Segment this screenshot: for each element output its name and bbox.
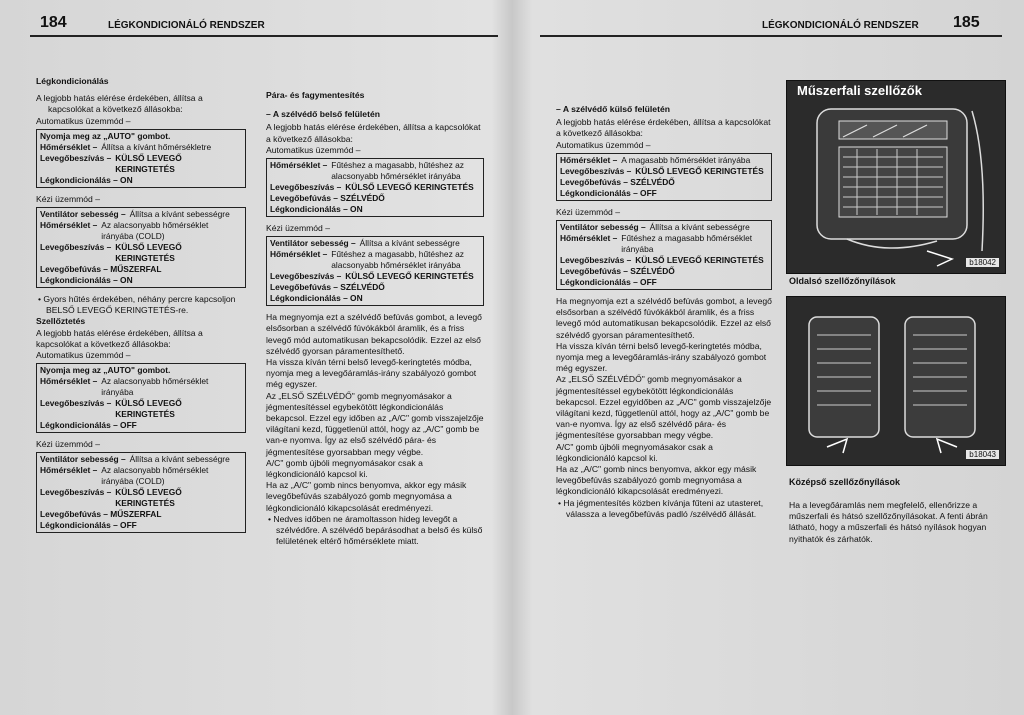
settings-box [266, 236, 484, 306]
box-key: Hőmérséklet – [270, 160, 328, 171]
box-key: Levegőbeszívás – [270, 271, 342, 282]
box-value: KÜLSŐ LEVEGŐ KERINGTETÉS [345, 182, 474, 193]
box-line: Légkondicionálás – OFF [40, 520, 137, 531]
left-header-rule [30, 35, 498, 37]
box-line: Levegőbefúvás – SZÉLVÉDŐ [560, 266, 675, 277]
figure-caption: Oldalsó szellőzőnyílások [789, 276, 896, 286]
column-4-text [789, 500, 1005, 545]
box-line: Légkondicionálás – OFF [40, 420, 137, 431]
right-page-number: 185 [953, 14, 980, 31]
paragraph: A/C" gomb újbóli megnyomásakor csak a légkondicionáló kapcsol ki. [266, 457, 423, 480]
box-key: Hőmérséklet – [560, 154, 618, 165]
box-line: Légkondicionálás – OFF [560, 277, 657, 288]
settings-box [556, 153, 772, 201]
left-running-title: LÉGKONDICIONÁLÓ RENDSZER [108, 20, 265, 31]
manual-mode-label: Kézi üzemmód – [556, 206, 621, 217]
box-value: Állítsa a kívánt sebességre [129, 209, 230, 220]
bullet-text: • Nedves időben ne áramoltasson hideg levegőt a szélvédőre. A szélvédő bepárásodhat a belső és külső felületének eltérő hőmérséklete miatt. [268, 513, 483, 547]
paragraph: Ha vissza kíván térni belső levegő-keringtetés módba, nyomja meg a levegőáramlás-irány szabályozó gombot még egyszer. [266, 357, 477, 390]
auto-mode-label: Automatikus üzemmód – [266, 144, 361, 155]
box-line: Légkondicionálás – ON [40, 174, 133, 185]
box-value: Az alacsonyabb hőmérséklet irányába [101, 376, 209, 398]
section-title: Légkondicionálás [36, 76, 109, 86]
paragraph: Ha megnyomja ezt a szélvédő befúvás gombot, a levegő elsősorban a szélvédő fúvókákból áramlik, és a friss levegő mód automatikusan bekapcsolódik. Ezzel az első szélvédő gyorsan páramentesíthető. [556, 296, 772, 340]
box-key: Levegőbeszívás – [560, 255, 632, 266]
box-key: Hőmérséklet – [40, 141, 98, 152]
box-key: Ventilátor sebesség – [40, 454, 126, 465]
right-header-rule [540, 35, 1002, 37]
intro-text: A legjobb hatás elérése érdekében, állítsa a kapcsolókat a következő állásokba: [266, 122, 481, 144]
box-key: Ventilátor sebesség – [560, 222, 646, 233]
vent-intro: A legjobb hatás elérése érdekében, állítsa a kapcsolókat a következő állásokba: [36, 327, 203, 349]
box-value: Állítsa a kívánt sebességre [649, 222, 750, 233]
paragraph: Ha vissza kíván térni belső levegő-keringtetés módba, nyomja meg a levegőáramlás-irány szabályozó gombot még egyszer. [556, 340, 767, 374]
box-key: Ventilátor sebesség – [40, 209, 126, 220]
settings-box [36, 452, 246, 533]
box-value: Fűtéshez a magasabb hőmérséklet irányába [621, 233, 753, 255]
paragraph: A/C" gomb újbóli megnyomásakor csak a légkondicionáló kapcsol ki. [556, 441, 713, 463]
box-key: Levegőbeszívás – [270, 182, 342, 193]
box-line: Légkondicionálás – ON [40, 275, 133, 286]
intro-text: A legjobb hatás elérése érdekében, állítsa a kapcsolókat a következő állásokba: [556, 117, 771, 139]
box-line: Levegőbefúvás – MŰSZERFAL [40, 264, 162, 275]
box-value: KÜLSŐ LEVEGŐ KERINGTETÉS [115, 152, 182, 174]
bullet-content: Ha jégmentesítés közben kívánja fűteni az utasteret, válassza a levegőbefúvás padló /szélvédő állását. [563, 497, 764, 519]
figure-label: b18042 [966, 258, 999, 267]
box-key: Hőmérséklet – [40, 376, 98, 387]
figure-label: b18043 [966, 450, 999, 459]
center-vent-illustration [787, 297, 1005, 465]
box-value: KÜLSŐ LEVEGŐ KERINGTETÉS [115, 398, 182, 420]
auto-mode-label: Automatikus üzemmód – [36, 115, 131, 126]
settings-box [36, 129, 246, 188]
intro-text: A legjobb hatás elérése érdekében, állítsa a kapcsolókat a következő állásokba: [36, 93, 203, 115]
center-vents-figure [786, 296, 1006, 466]
manual-mode-label: Kézi üzemmód – [266, 223, 331, 234]
box-value: Fűtéshez a magasabb, hűtéshez az alacsonyabb hőmérséklet irányába [331, 160, 464, 182]
box-value: KÜLSŐ LEVEGŐ KERINGTETÉS [115, 242, 182, 264]
column-3 [556, 104, 772, 520]
manual-mode-label: Kézi üzemmód – [36, 439, 101, 450]
column-2 [266, 90, 484, 547]
box-value: KÜLSŐ LEVEGŐ KERINGTETÉS [345, 271, 474, 282]
settings-box [556, 220, 772, 290]
box-line: Levegőbefúvás – SZÉLVÉDŐ [560, 176, 675, 187]
paragraph: Az „ELSŐ SZÉLVÉDŐ" gomb megnyomásakor a jégmentesítéssel egybekötött légkondicionálás bekapcsol. Ezzel egy időben az „A/C" gomb visszajelzője világítani kezd, függetlenül attól, hogy az „A/C" gomb be van-e nyomva. Így az első szélvédő pára- és jégmentesítése gyorsabban megy végbe. [266, 390, 484, 457]
side-vent-illustration [787, 81, 1005, 273]
manual-mode-label: Kézi üzemmód – [36, 193, 101, 204]
figure-caption: Középső szellőzőnyílások [789, 477, 901, 487]
bullet-text: • Gyors hűtés érdekében, néhány percre kapcsoljon BELSŐ LEVEGŐ KERINGTETÉS-re. [38, 294, 236, 316]
box-key: Levegőbeszívás – [40, 398, 112, 409]
box-line: Légkondicionálás – OFF [560, 187, 657, 198]
figure-title: Műszerfali szellőzők [797, 83, 922, 98]
box-value: Állítsa a kívánt hőmérsékletre [101, 141, 212, 152]
box-key: Hőmérséklet – [40, 220, 98, 231]
side-vents-figure [786, 80, 1006, 274]
subsection-title: – A szélvédő külső felületén [556, 104, 670, 114]
section-title: Pára- és fagymentesítés [266, 90, 365, 100]
box-key: Hőmérséklet – [270, 249, 328, 260]
left-page-number: 184 [40, 14, 67, 31]
right-running-title: LÉGKONDICIONÁLÓ RENDSZER [762, 20, 919, 31]
box-value: KÜLSŐ LEVEGŐ KERINGTETÉS [635, 255, 764, 266]
box-key: Hőmérséklet – [40, 465, 98, 476]
box-value: Az alacsonyabb hőmérséklet irányába (COLD) [101, 465, 209, 487]
vent-title: Szellőztetés [36, 316, 86, 327]
box-line: Légkondicionálás – ON [270, 293, 363, 304]
auto-mode-label: Automatikus üzemmód – [556, 139, 651, 150]
box-value: KÜLSŐ LEVEGŐ KERINGTETÉS [635, 165, 764, 176]
paragraph: Ha megnyomja ezt a szélvédő befúvás gombot, a levegő elsősorban a szélvédő fúvókákból áramlik, és a friss levegő mód automatikusan bekapcsolódik. Ezzel az első szélvédő gyorsan páramentesíthető. [266, 312, 482, 356]
box-value: Az alacsonyabb hőmérséklet irányába (COLD) [101, 220, 209, 242]
box-value: KÜLSŐ LEVEGŐ KERINGTETÉS [115, 487, 182, 509]
bullet-content: Nedves időben ne áramoltasson hideg levegőt a szélvédőre. A szélvédő bepárásodhat a belső és külső felületének eltérő hőmérséklete miatt. [273, 513, 483, 547]
settings-box [36, 363, 246, 433]
box-key: Levegőbeszívás – [560, 165, 632, 176]
box-value: Állítsa a kívánt sebességre [359, 238, 460, 249]
box-line: Levegőbefúvás – MŰSZERFAL [40, 509, 162, 520]
box-key: Levegőbeszívás – [40, 487, 112, 498]
auto-mode-label: Automatikus üzemmód – [36, 350, 131, 361]
box-value: Fűtéshez a magasabb, hűtéshez az alacsonyabb hőmérséklet irányába [331, 249, 464, 271]
box-line: Nyomja meg az „AUTO" gombot. [40, 365, 171, 376]
box-key: Levegőbeszívás – [40, 242, 112, 253]
box-line: Nyomja meg az „AUTO" gombot. [40, 130, 171, 141]
bullet-text: • Ha jégmentesítés közben kívánja fűteni az utasteret, válassza a levegőbefúvás padló /szélvédő állását. [558, 497, 764, 519]
bullet-content: Gyors hűtés érdekében, néhány percre kapcsoljon BELSŐ LEVEGŐ KERINGTETÉS-re. [43, 294, 236, 316]
box-line: Levegőbefúvás – SZÉLVÉDŐ [270, 282, 385, 293]
box-value: A magasabb hőmérséklet irányába [621, 154, 751, 165]
box-key: Hőmérséklet – [560, 233, 618, 244]
box-line: Levegőbefúvás – SZÉLVÉDŐ [270, 193, 385, 204]
box-key: Ventilátor sebesség – [270, 238, 356, 249]
paragraph: Az „ELSŐ SZÉLVÉDŐ" gomb megnyomásakor a jégmentesítéssel egybekötött légkondicionálás bekapcsol. Ezzel egyidőben az „A/C" gomb visszajelzője világítani kezd, függetlenül attól, hogy az „A/C" gomb be van-e nyomva. Így az első szélvédő pára- és jégmentesítése gyorsabban megy végbe. [556, 374, 772, 441]
paragraph: Ha az „A/C" gomb nincs benyomva, akkor egy másik levegőbefúvás szabályozó gomb megnyomása a légkondicionáló kikapcsolását eredményezi. [556, 464, 757, 497]
column-1 [36, 76, 246, 539]
settings-box [266, 158, 484, 217]
box-line: Légkondicionálás – ON [270, 204, 363, 215]
paragraph: Ha a levegőáramlás nem megfelelő, ellenőrizze a műszerfali és hátsó szellőzőnyílásokat. A fenti ábrán látható, hogy a műszerfali és hátsó nyílások hogyan nyithatók és zárhatók. [789, 500, 988, 544]
box-key: Levegőbeszívás – [40, 152, 112, 163]
subsection-title: – A szélvédő belső felületén [266, 109, 380, 120]
paragraph: Ha az „A/C" gomb nincs benyomva, akkor egy másik levegőbefúvás szabályozó gomb megnyomása a légkondicionáló kikapcsolását eredményezi. [266, 480, 467, 513]
settings-box [36, 207, 246, 288]
box-value: Állítsa a kívánt sebességre [129, 454, 230, 465]
